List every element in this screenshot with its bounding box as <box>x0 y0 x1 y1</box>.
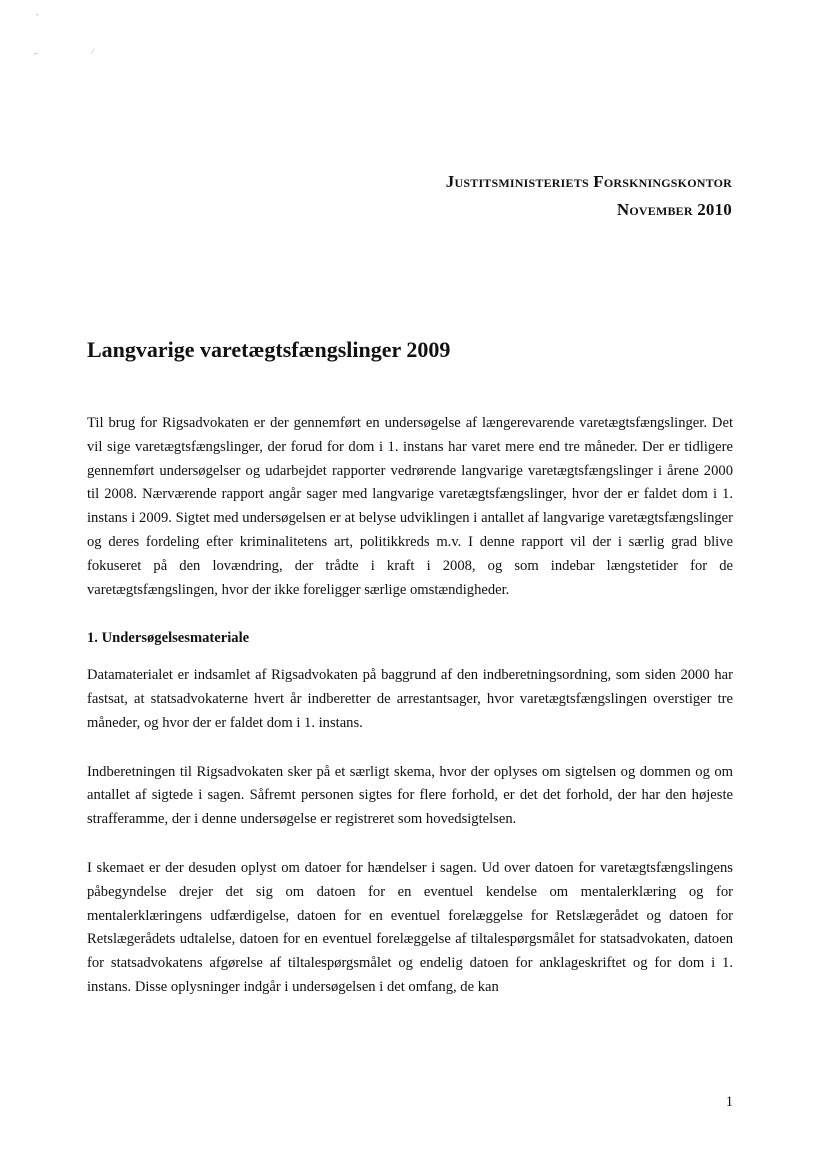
page-number: 1 <box>725 1094 733 1110</box>
body-paragraph: Indberetningen til Rigsadvokaten sker på et særligt skema, hvor der oplyses om sigtelsen og dommen og om antallet af sigtede i sagen. Såfremt personen sigtes for flere forhold, er det det forhold, der har den højeste strafferamme, der i denne undersøgelse er registreret som hovedsigtelsen. <box>87 763 733 828</box>
scan-artifact: ⌐ <box>34 49 39 58</box>
document-body <box>87 412 733 1025</box>
intro-paragraph: Til brug for Rigsadvokaten er der gennemført en undersøgelse af længerevarende varetægtsfængslinger. Det vil sige varetægtsfængslinger, der forud for dom i 1. instans har varet mere end tre måneder. Der er tidligere gennemført undersøgelser og udarbejdet rapporter vedrørende langvarige varetægtsfængslinger i årene 2000 til 2008. Nærværende rapport angår sager med langvarige varetægtsfængslinger, hvor der er faldet dom i 1. instans i 2009. Sigtet med undersøgelsen er at belyse udviklingen i antallet af langvarige varetægtsfængslinger og deres fordeling efter kriminalitetens art, politikkreds m.v. I denne rapport vil der i særlig grad blive fokuseret på den lovændring, der trådte i kraft i 2008, og som indebar længstetider for de varetægtsfængslingen, hvor der ikke foreligger særlige omstændigheder. <box>87 415 733 598</box>
organization-name: Justitsministeriets Forskningskontor <box>445 172 732 191</box>
document-header <box>446 168 732 224</box>
report-date: November 2010 <box>616 200 732 219</box>
scan-artifact: ⁄ <box>92 47 94 56</box>
scan-artifact: ˚ <box>36 13 39 22</box>
section-heading: 1. Undersøgelsesmateriale <box>87 630 250 647</box>
body-paragraph: I skemaet er der desuden oplyst om datoer for hændelser i sagen. Ud over datoen for varetægtsfængslingens påbegyndelse drejer det sig om datoen for en eventuel kendelse om mentalerklæring og for mentalerklæringens udfærdigelse, datoen for en eventuel forelæggelse for Retslægerådet og datoen for Retslægerådets udtalelse, datoen for en eventuel forelæggelse af tiltalespørgsmålet for statsadvokaten, datoen for statsadvokatens afgørelse af tiltalespørgsmålet og endelig datoen for anklageskriftet og for dom i 1. instans. Disse oplysninger indgår i undersøgelsen i det omfang, de kan <box>87 859 733 995</box>
document-title: Langvarige varetægtsfængslinger 2009 <box>87 337 451 362</box>
body-paragraph: Datamaterialet er indsamlet af Rigsadvokaten på baggrund af den indberetningsordning, som siden 2000 har fastsat, at statsadvokaterne hvert år indberetter de arrestantsager, hvor varetægtsfængslingen overstiger tre måneder, og hvor der er faldet dom i 1. instans. <box>87 667 733 731</box>
